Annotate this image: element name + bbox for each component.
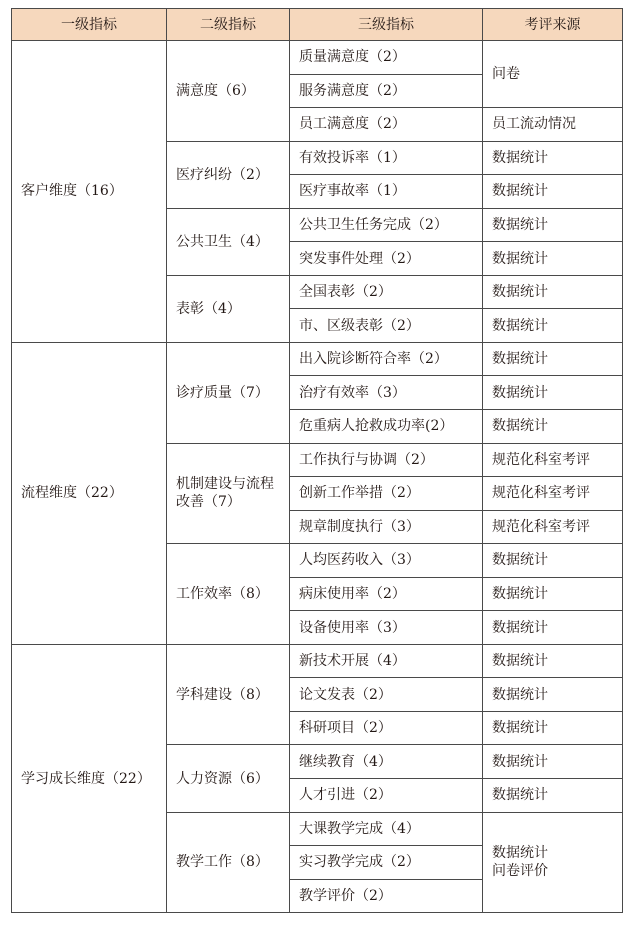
source-cell: 数据统计 <box>483 242 623 276</box>
source-cell: 问卷 <box>483 41 623 108</box>
source-cell: 数据统计 <box>483 175 623 209</box>
source-cell: 员工流动情况 <box>483 108 623 142</box>
source-cell: 数据统计 <box>483 678 623 712</box>
level3-cell: 突发事件处理（2） <box>290 242 483 276</box>
level3-cell: 医疗事故率（1） <box>290 175 483 209</box>
source-line: 数据统计 <box>492 845 548 862</box>
source-cell <box>483 812 623 913</box>
source-cell: 数据统计 <box>483 275 623 309</box>
level3-cell: 继续教育（4） <box>290 745 483 779</box>
level3-cell: 工作执行与协调（2） <box>290 443 483 477</box>
source-cell: 数据统计 <box>483 309 623 343</box>
level3-cell: 市、区级表彰（2） <box>290 309 483 343</box>
level3-cell: 科研项目（2） <box>290 711 483 745</box>
level3-cell: 规章制度执行（3） <box>290 510 483 544</box>
source-cell: 数据统计 <box>483 644 623 678</box>
level3-cell: 大课教学完成（4） <box>290 812 483 846</box>
level1-cell: 学习成长维度（22） <box>12 644 167 912</box>
source-line: 问卷评价 <box>492 863 548 880</box>
level2-cell: 学科建设（8） <box>167 644 290 745</box>
level2-cell: 人力资源（6） <box>167 745 290 812</box>
level3-cell: 新技术开展（4） <box>290 644 483 678</box>
level3-cell: 危重病人抢救成功率(2） <box>290 410 483 444</box>
level1-cell: 客户维度（16） <box>12 41 167 343</box>
indicator-table-container <box>11 8 623 913</box>
source-cell: 数据统计 <box>483 410 623 444</box>
level3-cell: 创新工作举措（2） <box>290 477 483 511</box>
level2-cell: 工作效率（8） <box>167 544 290 645</box>
table-row <box>12 342 623 376</box>
level3-cell: 实习教学完成（2） <box>290 846 483 880</box>
source-cell: 数据统计 <box>483 544 623 578</box>
level3-cell: 全国表彰（2） <box>290 275 483 309</box>
level3-cell: 出入院诊断符合率（2） <box>290 342 483 376</box>
source-cell: 数据统计 <box>483 779 623 813</box>
level2-cell: 公共卫生（4） <box>167 208 290 275</box>
source-cell: 数据统计 <box>483 208 623 242</box>
level3-cell: 病床使用率（2） <box>290 577 483 611</box>
level3-cell: 有效投诉率（1） <box>290 141 483 175</box>
level2-cell: 满意度（6） <box>167 41 290 142</box>
source-cell: 数据统计 <box>483 577 623 611</box>
level3-cell: 教学评价（2） <box>290 879 483 913</box>
source-cell: 数据统计 <box>483 141 623 175</box>
level3-cell: 服务满意度（2） <box>290 74 483 108</box>
level3-cell: 设备使用率（3） <box>290 611 483 645</box>
indicator-table <box>11 8 623 913</box>
header-level2: 二级指标 <box>167 9 290 41</box>
level2-cell: 机制建设与流程改善（7） <box>167 443 290 544</box>
source-cell: 规范化科室考评 <box>483 510 623 544</box>
source-cell: 数据统计 <box>483 342 623 376</box>
header-level1: 一级指标 <box>12 9 167 41</box>
level2-cell: 医疗纠纷（2） <box>167 141 290 208</box>
level3-cell: 质量满意度（2） <box>290 41 483 75</box>
level2-cell: 表彰（4） <box>167 275 290 342</box>
level3-cell: 人均医药收入（3） <box>290 544 483 578</box>
source-cell: 数据统计 <box>483 711 623 745</box>
level3-cell: 公共卫生任务完成（2） <box>290 208 483 242</box>
source-cell: 规范化科室考评 <box>483 477 623 511</box>
header-level3: 三级指标 <box>290 9 483 41</box>
level3-cell: 治疗有效率（3） <box>290 376 483 410</box>
source-cell: 数据统计 <box>483 611 623 645</box>
level3-cell: 员工满意度（2） <box>290 108 483 142</box>
table-row <box>12 644 623 678</box>
level1-cell: 流程维度（22） <box>12 342 167 644</box>
source-cell: 数据统计 <box>483 745 623 779</box>
level2-cell: 诊疗质量（7） <box>167 342 290 443</box>
source-cell: 规范化科室考评 <box>483 443 623 477</box>
level3-cell: 论文发表（2） <box>290 678 483 712</box>
header-row <box>12 9 623 41</box>
source-cell: 数据统计 <box>483 376 623 410</box>
level3-cell: 人才引进（2） <box>290 779 483 813</box>
table-row <box>12 41 623 75</box>
header-source: 考评来源 <box>483 9 623 41</box>
level2-cell: 教学工作（8） <box>167 812 290 913</box>
